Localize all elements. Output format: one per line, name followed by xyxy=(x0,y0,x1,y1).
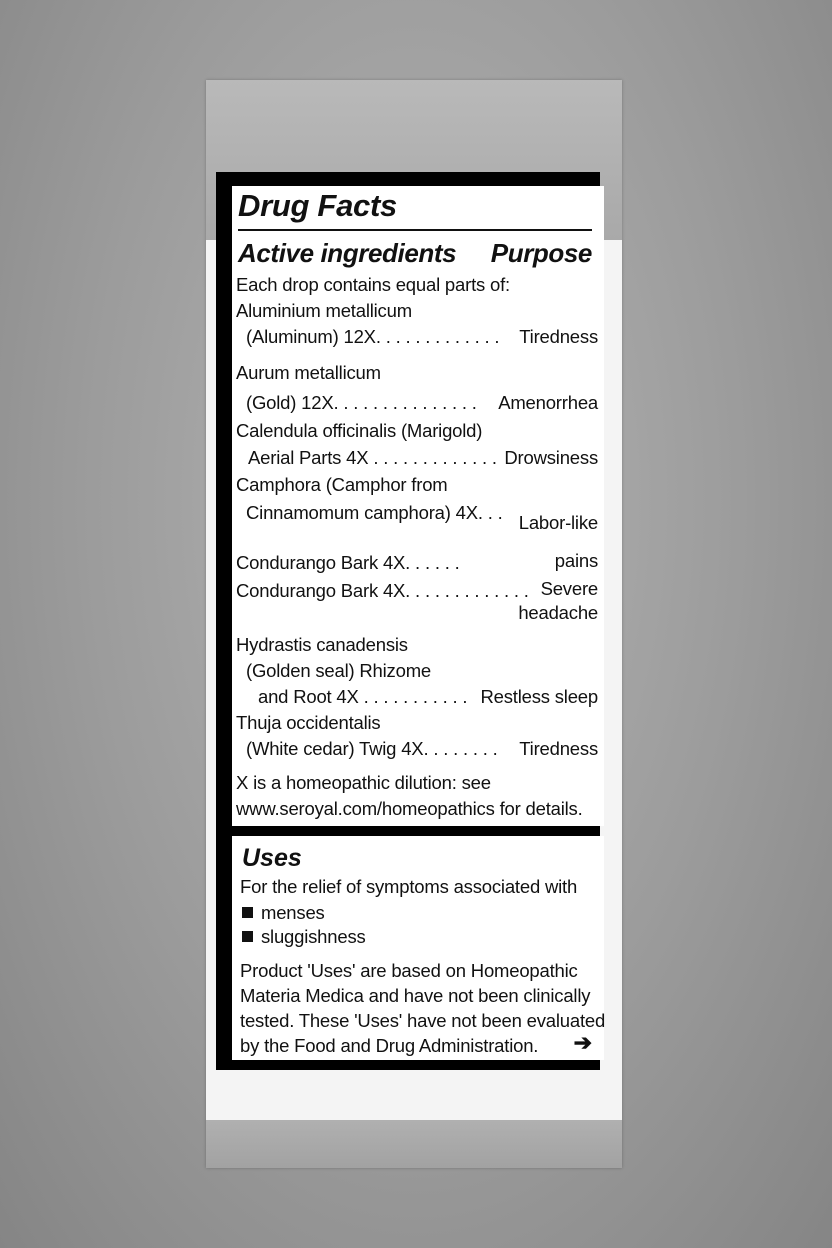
ingredient-line: Condurango Bark 4X. . . . . . . . . . . . . xyxy=(236,580,529,601)
uses-bullet-text: sluggishness xyxy=(261,926,366,947)
ingredient-line: (Golden seal) Rhizome xyxy=(246,660,431,681)
ingredient-line: Camphora (Camphor from xyxy=(236,474,448,495)
ingredient-line: Aurum metallicum xyxy=(236,362,381,383)
uses-intro: For the relief of symptoms associated with xyxy=(240,876,578,897)
uses-title: Uses xyxy=(242,844,302,872)
purpose-header: Purpose xyxy=(490,238,592,268)
uses-bullet-item xyxy=(242,926,366,948)
ingredient-line: (Gold) 12X. . . . . . . . . . . . . . . xyxy=(246,392,477,413)
ingredient-line: (White cedar) Twig 4X. . . . . . . . xyxy=(246,738,498,759)
dilution-note: X is a homeopathic dilution: see xyxy=(236,772,491,793)
ingredient-line: Aluminium metallicum xyxy=(236,300,412,321)
uses-disclaimer-line: by the Food and Drug Administration. xyxy=(240,1035,539,1056)
ingredient-line: Thuja occidentalis xyxy=(236,712,381,733)
uses-disclaimer-line: Materia Medica and have not been clinically xyxy=(240,985,591,1006)
dilution-note-url: www.seroyal.com/homeopathics for details. xyxy=(236,798,583,819)
purpose-text: Restless sleep xyxy=(480,686,598,707)
purpose-text: Drowsiness xyxy=(504,447,598,468)
purpose-text: headache xyxy=(518,602,598,623)
bullet-square-icon xyxy=(242,931,253,942)
continue-arrow-icon: ➔ xyxy=(573,1030,592,1055)
purpose-text: Tiredness xyxy=(519,738,598,759)
uses-disclaimer-line: Product 'Uses' are based on Homeopathic xyxy=(240,960,578,981)
ingredient-line: Cinnamomum camphora) 4X. . . xyxy=(246,502,503,523)
ingredient-line: Calendula officinalis (Marigold) xyxy=(236,420,483,441)
ingredient-line: Aerial Parts 4X . . . . . . . . . . . . . xyxy=(248,447,497,468)
purpose-text: Labor-like xyxy=(518,512,598,533)
purpose-text: Severe xyxy=(540,578,598,599)
ingredient-line: (Aluminum) 12X. . . . . . . . . . . . . xyxy=(246,326,500,347)
uses-disclaimer-line: tested. These 'Uses' have not been evaluated xyxy=(240,1010,606,1031)
ingredient-line: and Root 4X . . . . . . . . . . . xyxy=(258,686,468,707)
purpose-text: Amenorrhea xyxy=(498,392,598,413)
uses-bullet-text: menses xyxy=(261,902,325,923)
uses-section xyxy=(232,836,604,1060)
bullet-square-icon xyxy=(242,907,253,918)
active-ingredients-section xyxy=(232,186,604,826)
title-rule xyxy=(238,229,592,231)
package-bottom-band xyxy=(206,1120,622,1168)
purpose-text: pains xyxy=(554,550,598,571)
ingredients-intro: Each drop contains equal parts of: xyxy=(236,274,510,295)
purpose-text: Tiredness xyxy=(519,326,598,347)
uses-bullet-item xyxy=(242,902,325,924)
active-ingredients-header: Active ingredients xyxy=(238,238,457,268)
ingredient-line: Condurango Bark 4X. . . . . . xyxy=(236,552,460,573)
ingredient-line: Hydrastis canadensis xyxy=(236,634,408,655)
drug-facts-title: Drug Facts xyxy=(238,188,397,223)
